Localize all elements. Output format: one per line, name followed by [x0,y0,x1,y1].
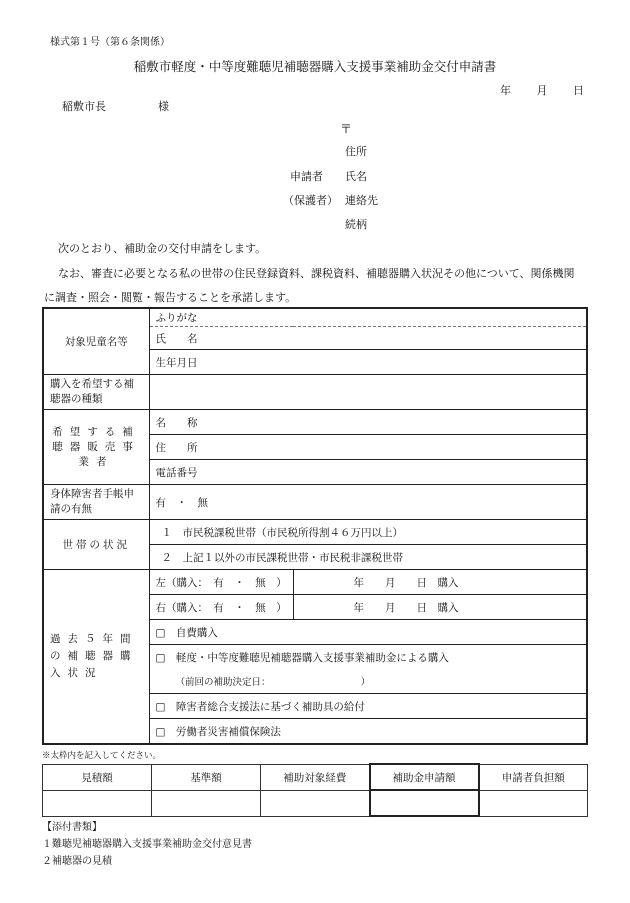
household-option-2[interactable]: ２ 上記１以外の市民課税世帯・市民税非課税世帯 [149,545,587,570]
self-pay-option[interactable]: □ 自費購入 [149,620,587,645]
prev-decision-date[interactable]: （前回の補助決定日： ） [149,669,587,694]
vendor-address-field[interactable]: 住 所 [149,435,587,460]
device-type-header: 購入を希望する補聴器の種類 [43,375,149,410]
birthdate-field[interactable]: 生年月日 [149,350,587,375]
workers-comp-option[interactable]: □ 労働者災害補償保険法 [149,719,587,745]
estimate-field[interactable] [43,790,152,816]
right-purchase-field[interactable]: 右（購入： 有 ・ 無 ） [149,595,293,620]
history-header: 過去５年間の補聴器購入状況 [43,570,149,745]
date-month: 月 [536,84,548,97]
disability-header: 身体障害者手帳申請の有無 [43,485,149,520]
child-header: 対象児童名等 [43,308,149,375]
household-option-1[interactable]: １ 市民税課税世帯（市民税所得割４６万円以上） [149,520,587,545]
addressee-suffix: 様 [158,100,169,113]
header-standard: 基準額 [152,764,261,790]
statement-line-2: なお、審査に必要となる私の世帯の住民登録資料、課税資料、補聴器購入状況その他について、関係機関 [58,267,575,280]
name-label: 氏名 [345,170,367,183]
note: ※太枠内を記入してください。 [42,751,162,761]
right-purchase-date[interactable]: 年 月 日 購入 [293,595,587,620]
relationship-label: 続柄 [345,218,367,231]
disability-options[interactable]: 有 ・ 無 [149,485,587,520]
page-title: 稲敷市軽度・中等度難聴児補聴器購入支援事業補助金交付申請書 [133,59,497,74]
furigana-field[interactable]: ふりがな [149,308,587,327]
vendor-phone-field[interactable]: 電話番号 [149,460,587,485]
postal-mark: 〒 [340,122,353,136]
left-purchase-field[interactable]: 左（購入： 有 ・ 無 ） [149,570,293,595]
contact-label: 連絡先 [345,194,378,207]
form-id: 様式第１号（第６条関係） [50,37,170,48]
standard-field[interactable] [152,790,261,816]
applicant-label: 申請者 [290,170,323,183]
header-eligible-cost: 補助対象経費 [261,764,370,790]
address-label: 住所 [345,145,367,158]
summary-table [42,763,588,817]
subsidy-purchase-option[interactable]: □ 軽度・中等度難聴児補聴器購入支援事業補助金による購入 [149,645,587,670]
child-name-field[interactable]: 氏 名 [149,327,587,350]
statement-line-3: に調査・照会・閲覧・報告することを承諾します。 [44,291,297,304]
attachment-item-1: １難聴児補聴器購入支援事業補助金交付意見書 [42,839,252,850]
header-requested-amount: 補助金申請額 [370,764,479,790]
date-year: 年 [500,84,511,97]
header-estimate: 見積額 [43,764,152,790]
applicant-burden-field[interactable] [479,790,588,816]
disability-support-option[interactable]: □ 障害者総合支援法に基づく補助具の給付 [149,694,587,719]
vendor-header: 希望する補聴器販売事業者 [43,410,149,485]
left-purchase-date[interactable]: 年 月 日 購入 [293,570,587,595]
attachments-heading: 【添付書類】 [42,822,102,833]
addressee-name: 稲敷市長 [62,100,106,113]
guardian-label: （保護者） [283,194,338,207]
vendor-name-field[interactable]: 名 称 [149,410,587,435]
statement-line-1: 次のとおり、補助金の交付申請をします。 [58,242,267,255]
date-day: 日 [573,84,584,97]
date-line [478,82,584,98]
header-applicant-burden: 申請者負担額 [479,764,588,790]
addressee [62,98,169,114]
application-table [42,307,588,745]
attachment-item-2: ２補聴器の見積 [42,856,112,867]
requested-amount-field[interactable] [370,790,479,816]
eligible-cost-field[interactable] [261,790,370,816]
household-header: 世帯の状況 [43,520,149,570]
device-type-field[interactable] [149,375,587,410]
